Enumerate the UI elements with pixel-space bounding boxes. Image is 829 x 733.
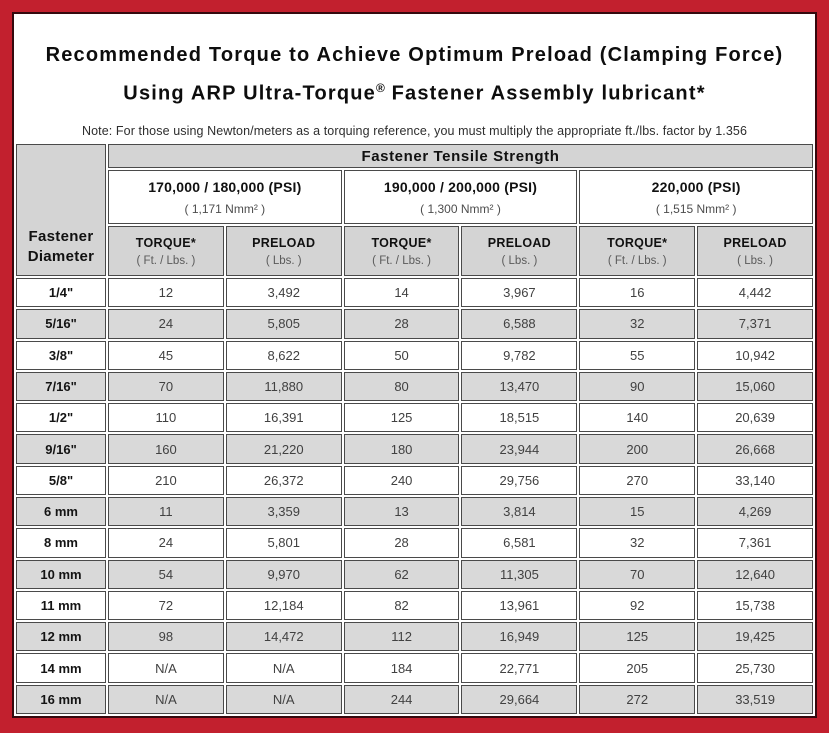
preload-header-cell (461, 226, 577, 276)
diameter-cell: 7/16" (16, 372, 106, 401)
torque-label: TORQUE* (371, 235, 432, 250)
preload-value-cell: 33,140 (697, 466, 813, 495)
preload-header-cell (226, 226, 342, 276)
torque-value-cell: 14 (344, 278, 460, 307)
torque-value-cell: 54 (108, 560, 224, 589)
nmm-rating-label: ( 1,515 Nmm² ) (655, 201, 737, 216)
preload-value-cell: 7,361 (697, 528, 813, 557)
torque-value-cell: 62 (344, 560, 460, 589)
diameter-cell: 14 mm (16, 653, 106, 682)
table-row (16, 497, 813, 526)
title-line-1: Recommended Torque to Achieve Optimum Preload (Clamping Force) (45, 44, 784, 66)
torque-value-cell: 13 (344, 497, 460, 526)
preload-unit-label: ( Lbs. ) (501, 254, 538, 267)
preload-value-cell: 14,472 (226, 622, 342, 651)
table-body (16, 278, 813, 714)
preload-value-cell: 15,738 (697, 591, 813, 620)
nmm-rating-label: ( 1,171 Nmm² ) (184, 201, 266, 216)
preload-value-cell: 6,588 (461, 309, 577, 338)
psi-group-cell (108, 170, 342, 224)
torque-value-cell: 80 (344, 372, 460, 401)
diameter-cell: 3/8" (16, 341, 106, 370)
torque-value-cell: 210 (108, 466, 224, 495)
header-row-tensile (16, 144, 813, 168)
table-header (16, 144, 813, 276)
preload-value-cell: 15,060 (697, 372, 813, 401)
table-row (16, 653, 813, 682)
torque-value-cell: 244 (344, 685, 460, 714)
torque-header-cell (344, 226, 460, 276)
preload-unit-label: ( Lbs. ) (265, 254, 302, 267)
table-row (16, 341, 813, 370)
preload-value-cell: 29,756 (461, 466, 577, 495)
preload-unit-label: ( Lbs. ) (737, 254, 773, 267)
torque-value-cell: 32 (579, 528, 695, 557)
torque-value-cell: 272 (579, 685, 695, 714)
torque-value-cell: 98 (108, 622, 224, 651)
torque-value-cell: 125 (579, 622, 695, 651)
preload-value-cell: 16,391 (226, 403, 342, 432)
torque-unit-label: ( Ft. / Lbs. ) (136, 254, 196, 267)
torque-value-cell: 15 (579, 497, 695, 526)
diameter-cell: 16 mm (16, 685, 106, 714)
diameter-cell: 6 mm (16, 497, 106, 526)
preload-value-cell: 10,942 (697, 341, 813, 370)
torque-label: TORQUE* (135, 235, 197, 250)
torque-value-cell: 184 (344, 653, 460, 682)
psi-group-cell (579, 170, 813, 224)
torque-value-cell: 28 (344, 309, 460, 338)
diameter-cell: 12 mm (16, 622, 106, 651)
tensile-strength-header-cell: Fastener Tensile Strength (108, 144, 813, 168)
preload-value-cell: 3,492 (226, 278, 342, 307)
preload-value-cell: 9,782 (461, 341, 577, 370)
table-row (16, 466, 813, 495)
preload-label: PRELOAD (723, 235, 787, 250)
preload-value-cell: 3,814 (461, 497, 577, 526)
diameter-cell: 1/2" (16, 403, 106, 432)
diameter-cell: 11 mm (16, 591, 106, 620)
torque-value-cell: 90 (579, 372, 695, 401)
corner-header-line-1: Fastener (28, 228, 94, 245)
torque-value-cell: 160 (108, 434, 224, 463)
preload-value-cell: 18,515 (461, 403, 577, 432)
torque-value-cell: 11 (108, 497, 224, 526)
title-block (14, 14, 815, 142)
torque-value-cell: 12 (108, 278, 224, 307)
preload-value-cell: 21,220 (226, 434, 342, 463)
torque-value-cell: 50 (344, 341, 460, 370)
torque-value-cell: 270 (579, 466, 695, 495)
preload-value-cell: N/A (226, 685, 342, 714)
diameter-cell: 5/8" (16, 466, 106, 495)
psi-rating-label: 220,000 (PSI) (651, 178, 741, 195)
preload-value-cell: 5,805 (226, 309, 342, 338)
torque-value-cell: 24 (108, 528, 224, 557)
header-row-psi-groups (16, 170, 813, 224)
table-row (16, 528, 813, 557)
preload-value-cell: 9,970 (226, 560, 342, 589)
preload-value-cell: 6,581 (461, 528, 577, 557)
title-line-2-text-after: Fastener Assembly lubricant* (384, 82, 706, 105)
preload-value-cell: 19,425 (697, 622, 813, 651)
torque-value-cell: 125 (344, 403, 460, 432)
table-row (16, 309, 813, 338)
torque-unit-label: ( Ft. / Lbs. ) (607, 254, 667, 267)
torque-value-cell: 92 (579, 591, 695, 620)
table-row (16, 403, 813, 432)
psi-group-cell (344, 170, 578, 224)
preload-value-cell: 3,967 (461, 278, 577, 307)
document-frame (12, 12, 817, 718)
header-row-subcolumns (16, 226, 813, 276)
torque-value-cell: 24 (108, 309, 224, 338)
preload-value-cell: 7,371 (697, 309, 813, 338)
diameter-cell: 9/16" (16, 434, 106, 463)
preload-value-cell: 11,305 (461, 560, 577, 589)
preload-value-cell: 12,184 (226, 591, 342, 620)
torque-value-cell: 110 (108, 403, 224, 432)
title-line-2-text: Using ARP Ultra-Torque (123, 82, 377, 105)
preload-value-cell: N/A (226, 653, 342, 682)
preload-value-cell: 4,442 (697, 278, 813, 307)
table-row (16, 372, 813, 401)
nmm-rating-label: ( 1,300 Nmm² ) (420, 201, 501, 216)
torque-value-cell: N/A (108, 685, 224, 714)
preload-value-cell: 26,372 (226, 466, 342, 495)
preload-value-cell: 12,640 (697, 560, 813, 589)
torque-unit-label: ( Ft. / Lbs. ) (372, 254, 431, 267)
preload-value-cell: 13,961 (461, 591, 577, 620)
table-row (16, 434, 813, 463)
registered-trademark-symbol: ® (376, 81, 385, 95)
corner-header-cell (16, 144, 106, 276)
preload-value-cell: 16,949 (461, 622, 577, 651)
torque-table (14, 142, 815, 716)
preload-header-cell (697, 226, 813, 276)
table-row (16, 685, 813, 714)
table-row (16, 591, 813, 620)
preload-value-cell: 8,622 (226, 341, 342, 370)
torque-value-cell: 205 (579, 653, 695, 682)
psi-rating-label: 190,000 / 200,000 (PSI) (383, 178, 538, 195)
table-row (16, 560, 813, 589)
preload-value-cell: 22,771 (461, 653, 577, 682)
preload-value-cell: 5,801 (226, 528, 342, 557)
note-text: Note: For those using Newton/meters as a torquing reference, you must multiply the appropriate ft./lbs. factor by 1.356 (81, 123, 747, 138)
torque-value-cell: 180 (344, 434, 460, 463)
corner-header-line-2: Diameter (27, 248, 95, 265)
torque-value-cell: 55 (579, 341, 695, 370)
torque-value-cell: 82 (344, 591, 460, 620)
torque-value-cell: 200 (579, 434, 695, 463)
torque-value-cell: 32 (579, 309, 695, 338)
torque-value-cell: 28 (344, 528, 460, 557)
torque-header-cell (108, 226, 224, 276)
table-row (16, 278, 813, 307)
torque-header-cell (579, 226, 695, 276)
diameter-cell: 8 mm (16, 528, 106, 557)
preload-label: PRELOAD (252, 235, 316, 250)
torque-value-cell: 45 (108, 341, 224, 370)
torque-value-cell: 112 (344, 622, 460, 651)
preload-value-cell: 29,664 (461, 685, 577, 714)
torque-value-cell: 240 (344, 466, 460, 495)
title-line-2 (14, 72, 815, 111)
torque-value-cell: 16 (579, 278, 695, 307)
torque-value-cell: 70 (108, 372, 224, 401)
preload-value-cell: 23,944 (461, 434, 577, 463)
preload-value-cell: 26,668 (697, 434, 813, 463)
preload-value-cell: 20,639 (697, 403, 813, 432)
torque-value-cell: 72 (108, 591, 224, 620)
diameter-cell: 5/16" (16, 309, 106, 338)
preload-label: PRELOAD (487, 235, 551, 250)
preload-value-cell: 33,519 (697, 685, 813, 714)
preload-value-cell: 25,730 (697, 653, 813, 682)
torque-value-cell: 70 (579, 560, 695, 589)
page-title (14, 39, 815, 111)
diameter-cell: 1/4" (16, 278, 106, 307)
table-row (16, 622, 813, 651)
diameter-cell: 10 mm (16, 560, 106, 589)
preload-value-cell: 4,269 (697, 497, 813, 526)
preload-value-cell: 13,470 (461, 372, 577, 401)
preload-value-cell: 11,880 (226, 372, 342, 401)
torque-label: TORQUE* (607, 235, 668, 250)
torque-value-cell: 140 (579, 403, 695, 432)
preload-value-cell: 3,359 (226, 497, 342, 526)
psi-rating-label: 170,000 / 180,000 (PSI) (148, 178, 302, 195)
torque-value-cell: N/A (108, 653, 224, 682)
